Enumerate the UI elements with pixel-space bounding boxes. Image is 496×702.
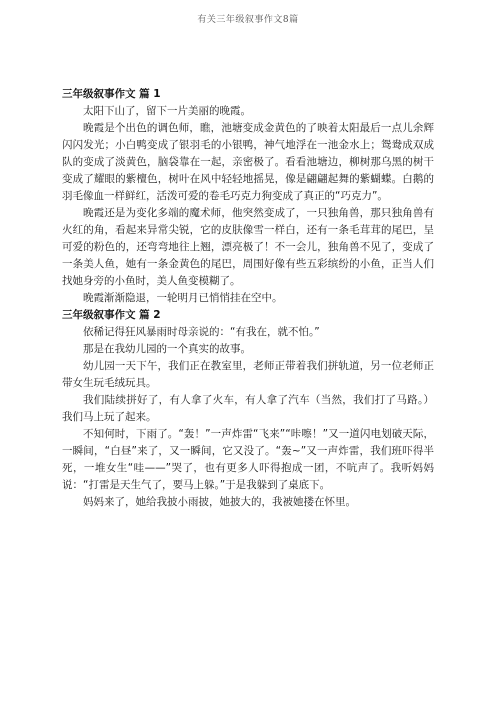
paragraph: 依稀记得狂风暴雨时母亲说的：“有我在，就不怕。” [83, 326, 320, 338]
paragraph: 晚霞渐渐隐退，一轮明月已悄悄挂在空中。 [83, 292, 283, 304]
paragraph: 那是在我幼儿园的一个真实的故事。 [83, 343, 251, 355]
document-title: 有关三年级叙事作文8篇 [197, 15, 299, 25]
section-heading: 三年级叙事作文 篇 1 [62, 88, 161, 100]
paragraph: 晚霞是个出色的调色师，瞧，池塘变成金黄色的了映着太阳最后一点儿余辉闪闪发光；小白鸭变成了银羽毛的小银鸭，神气地浮在一池金水上；鸳鸯成双成队的变成了淡黄色，脑袋靠在一起，亲密极了。看看池塘边，柳树那乌黑的树干变成了耀眼的紫檀色，树叶在风中轻轻地摇晃，像是翩翩起舞的紫蝴蝶。白鹅的羽毛像血一样鲜红，活泼可爱的卷毛巧克力狗变成了真正的“巧克力”。 [62, 122, 434, 202]
essay-section [62, 86, 434, 307]
paragraph: 妈妈来了，她给我披小雨披，她披大的，我被她搂在怀里。 [83, 496, 356, 508]
paragraph: 幼儿园一天下午，我们正在教室里，老师正带着我们拼轨道，另一位老师正带女生玩毛绒玩具。 [62, 360, 434, 389]
paragraph: 晚霞还是为变化多端的魔术师，他突然变成了，一只独角兽，那只独角兽有火红的角，看起来异常尖锐，它的皮肤像雪一样白，还有一条毛茸茸的尾巴，呈可爱的粉色的，还弯弯地往上翘，漂亮极了！不一会儿，独角兽不见了，变成了一条美人鱼，她有一条金黄色的尾巴，周围好像有些五彩缤纷的小鱼，正当人们找她身旁的小鱼时，美人鱼变模糊了。 [62, 207, 434, 287]
essay-section [62, 307, 434, 511]
document-body [62, 86, 434, 511]
paragraph: 太阳下山了，留下一片美丽的晚霞。 [83, 105, 251, 117]
section-heading: 三年级叙事作文 篇 2 [62, 309, 161, 321]
paragraph: 我们陆续拼好了，有人拿了火车，有人拿了汽车（当然，我们打了马路。）我们马上玩了起来。 [62, 394, 434, 423]
paragraph: 不知何时，下雨了。“轰！”一声炸雷“飞来”“咔嚓！”又一道闪电划破天际，一瞬间，“白昼”来了，又一瞬间，它又没了。“轰~”又一声炸雷，我们班吓得半死，一堆女生“哇——”哭了，也有更多人吓得抱成一团，不吭声了。我听妈妈说：“打雷是天生气了，要马上躲。”于是我躲到了桌底下。 [62, 428, 434, 491]
